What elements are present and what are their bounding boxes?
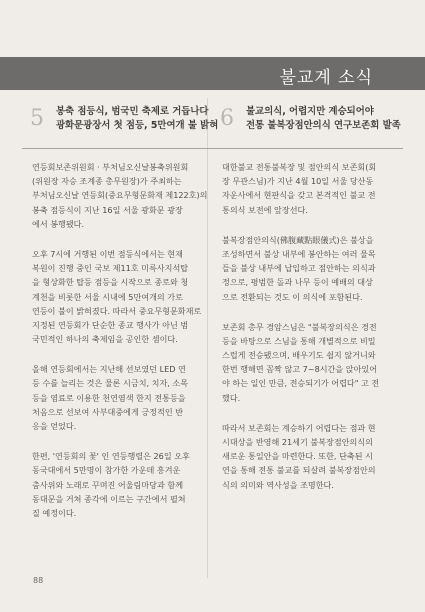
text-line: 부처님오신날 연등회(중요무형문화재 제122호)의 bbox=[32, 190, 208, 201]
text-line: 계천을 비롯한 서울 시내에 5만여개의 가로 bbox=[32, 291, 183, 302]
article-number: 5 bbox=[30, 106, 44, 131]
text-line: 질 예정이다. bbox=[32, 507, 77, 518]
text-line: 연등회보존위원회 · 부처님오신날봉축위원회 bbox=[32, 162, 189, 172]
page-number: 88 bbox=[33, 576, 44, 585]
text-line: 동국대에서 5만명이 참가한 가운데 흥겨운 bbox=[32, 465, 181, 476]
text-line: 처음으로 선보여 사부대중에게 긍정적인 반 bbox=[32, 406, 184, 417]
text-line: 야 하는 일인 만큼, 전승되기가 어렵다" 고 전 bbox=[222, 378, 380, 389]
text-line: 불복장점안의식(佛腹藏點眼儀式)은 불상을 bbox=[222, 234, 374, 245]
text-line: 동대문을 거쳐 종각에 이르는 구간에서 펼쳐 bbox=[32, 493, 186, 504]
text-line: 등을 바탕으로 스님을 통해 개별적으로 비밀 bbox=[222, 335, 376, 346]
text-line: 을 형상화한 탑등 점등을 시작으로 종로와 청 bbox=[32, 277, 189, 288]
headline-line-1: 봉축 점등식, 범국민 축제로 거듭나다 bbox=[56, 106, 209, 117]
text-line: 조성하면서 불상 내부에 봉안하는 여러 물목 bbox=[222, 248, 376, 259]
article-5 bbox=[22, 102, 219, 574]
text-line: (위원장 자승 조계종 총무원장)가 주최하는 bbox=[32, 176, 182, 187]
text-line: 오후 7시에 거행된 이번 점등식에서는 현재 bbox=[32, 248, 183, 259]
article-header bbox=[22, 102, 219, 149]
text-line: 봉축 점등식이 지난 16일 서울 광화문 광장 bbox=[32, 204, 183, 215]
text-line: 자운사에서 현판식을 갖고 본격적인 불교 전 bbox=[222, 190, 376, 201]
section-header-bar bbox=[0, 57, 425, 90]
paragraph bbox=[32, 247, 205, 346]
text-line: 정으로, 평범한 돌과 나무 등이 예배의 대상 bbox=[222, 277, 373, 288]
text-line: 들을 불상 내부에 납입하고 점안하는 의식과 bbox=[222, 263, 376, 274]
paragraph bbox=[222, 160, 395, 217]
text-line: 에서 봉행됐다. bbox=[32, 218, 85, 229]
text-line: 통의식 보전에 앞장선다. bbox=[222, 204, 308, 215]
text-line: 보존회 총무 경암스님은 "불복장의식은 경전 bbox=[222, 321, 377, 332]
text-line: 식의 의미와 역사성을 조명한다. bbox=[222, 479, 334, 490]
text-line: 춤사위와 노래로 꾸며진 어울림마당과 함께 bbox=[32, 479, 184, 490]
headline-line-2: 광화문광장서 첫 점등, 5만여개 불 밝혀 bbox=[56, 120, 219, 131]
text-line: 장 무관스님)가 지난 4월 10일 서울 당산동 bbox=[222, 176, 374, 187]
text-line: 새로운 통일안을 마련한다. 또한, 단축된 시 bbox=[222, 451, 373, 462]
article-6 bbox=[212, 102, 403, 574]
text-line: 올해 연등회에서는 지난해 선보였던 LED 연 bbox=[32, 364, 186, 375]
article-header bbox=[212, 102, 403, 149]
article-body bbox=[32, 160, 208, 536]
headline-line-1: 불교의식, 어렵지만 계승되어야 bbox=[246, 106, 374, 117]
text-line: 대한불교 전통불복장 및 점안의식 보존회(회 bbox=[222, 162, 377, 172]
text-line: 지정된 연등회가 단순한 종교 행사가 아닌 범 bbox=[32, 319, 189, 330]
article-body bbox=[222, 160, 395, 508]
text-line: 국민적인 하나의 축제임을 공인한 셈이다. bbox=[32, 334, 178, 345]
text-line: 연등이 불이 밝혀졌다. 따라서 중요무형문화재로 bbox=[32, 305, 202, 316]
text-line: 했다. bbox=[222, 392, 241, 403]
text-line: 등을 염료로 이용한 천연염색 한지 전통등을 bbox=[32, 392, 186, 403]
text-line: 으로 전환되는 것도 이 의식에 포함된다. bbox=[222, 291, 363, 302]
text-line: 등 수를 늘리는 것은 물론 시금치, 치자, 소목 bbox=[32, 378, 189, 389]
paragraph bbox=[32, 160, 208, 231]
paragraph bbox=[32, 362, 205, 433]
text-line: 시대상을 반영해 21세기 불복장점안의식의 bbox=[222, 437, 373, 447]
text-line: 한편, '연등회의 꽃' 인 연등행렬은 26일 오후 bbox=[32, 451, 190, 462]
paragraph bbox=[222, 421, 395, 492]
paragraph bbox=[32, 449, 205, 520]
text-line: 연을 통해 전통 불교를 되살려 불복장점안의 bbox=[222, 465, 376, 476]
article-number: 6 bbox=[220, 106, 234, 131]
text-line: 스럽게 전승됐으며, 배우기도 쉽지 않거니와 bbox=[222, 350, 376, 361]
text-line: 복원이 진행 중인 국보 제11호 미륵사지석탑 bbox=[32, 263, 189, 274]
paragraph bbox=[222, 320, 395, 405]
headline-line-2: 전통 불복장점안의식 연구보존회 발족 bbox=[246, 120, 401, 131]
text-line: 응을 얻었다. bbox=[32, 421, 77, 431]
text-line: 한번 행해면 꼼짝 않고 7~8시간을 앉아있어 bbox=[222, 364, 378, 375]
section-title: 불교계 소식 bbox=[279, 68, 373, 88]
paragraph bbox=[222, 233, 395, 304]
text-line: 따라서 보존회는 계승하기 어렵다는 점과 현 bbox=[222, 422, 376, 433]
